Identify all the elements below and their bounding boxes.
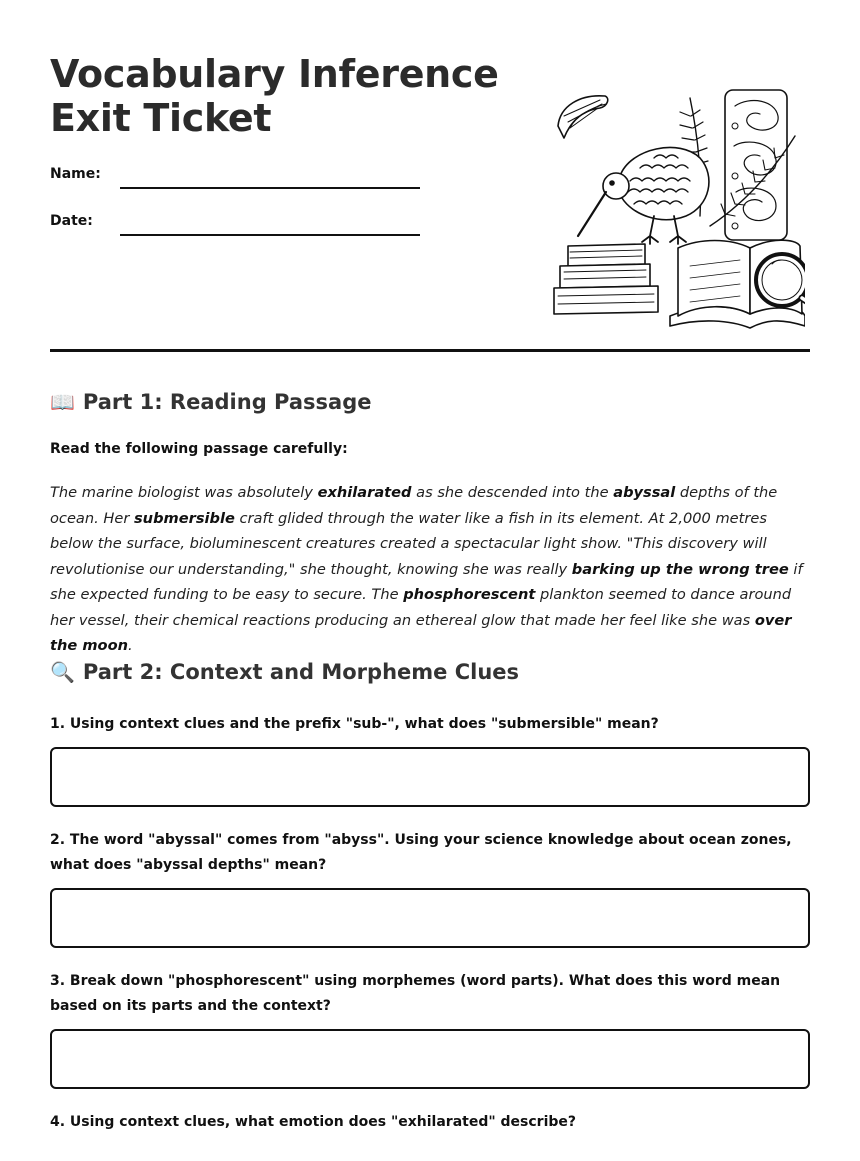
question-1: 1. Using context clues and the prefix "sub-", what does "submersible" mean? [50,716,659,732]
part1-heading-text: Part 1: Reading Passage [82,390,372,414]
date-label: Date: [50,213,93,229]
passage-text: as she descended into the [411,484,614,501]
passage-key-term: over the moon [50,611,792,654]
part2-heading-text: Part 2: Context and Morpheme Clues [82,660,520,684]
passage-text: craft glided through the water like a fish in its element. At 2,000 metres below the surface, bioluminescent creatures created a spectacular light show. "This discovery will revolutionise our understanding," she thought, knowing she was really [50,509,767,578]
answer-box-2[interactable] [50,888,810,948]
question-3: 3. Break down "phosphorescent" using morphemes (word parts). What does this word mean based on its parts and the context? [50,973,781,1014]
header-divider [50,349,810,352]
part2-heading [50,660,519,684]
passage-text: depths of the ocean. Her [50,484,778,527]
question-4: 4. Using context clues, what emotion does "exhilarated" describe? [50,1114,577,1130]
passage-key-term: phosphorescent [403,586,536,603]
page-title [50,52,499,140]
passage-text: if she expected funding to be easy to secure. The [50,560,803,603]
passage-instruction: Read the following passage carefully: [50,441,348,457]
title-line-2: Exit Ticket [50,96,272,140]
name-field[interactable] [120,187,420,189]
title-line-1: Vocabulary Inference [50,52,499,96]
reading-passage [50,480,812,659]
passage-key-term: exhilarated [317,484,412,501]
magnifying-glass-icon: 🔍 [50,660,75,684]
answer-box-1[interactable] [50,747,810,807]
open-book-icon: 📖 [50,390,75,414]
passage-text: . [128,637,133,654]
worksheet-page [50,0,810,1161]
passage-key-term: submersible [134,509,235,527]
passage-key-term: abyssal [613,484,676,501]
passage-text: The marine biologist was absolutely [50,484,318,501]
passage-text: plankton seemed to dance around her vessel, their chemical reactions producing an ethereal glow that made her feel like she was [50,586,792,629]
question-2: 2. The word "abyssal" comes from "abyss". Using your science knowledge about ocean zones, what does "abyssal depths" mean? [50,832,792,873]
name-label: Name: [50,166,101,182]
part1-heading [50,390,371,414]
passage-key-term: barking up the wrong tree [571,560,789,578]
answer-box-3[interactable] [50,1029,810,1089]
date-field[interactable] [120,234,420,236]
kiwi-bird-books-magnifier-illustration [550,86,805,331]
